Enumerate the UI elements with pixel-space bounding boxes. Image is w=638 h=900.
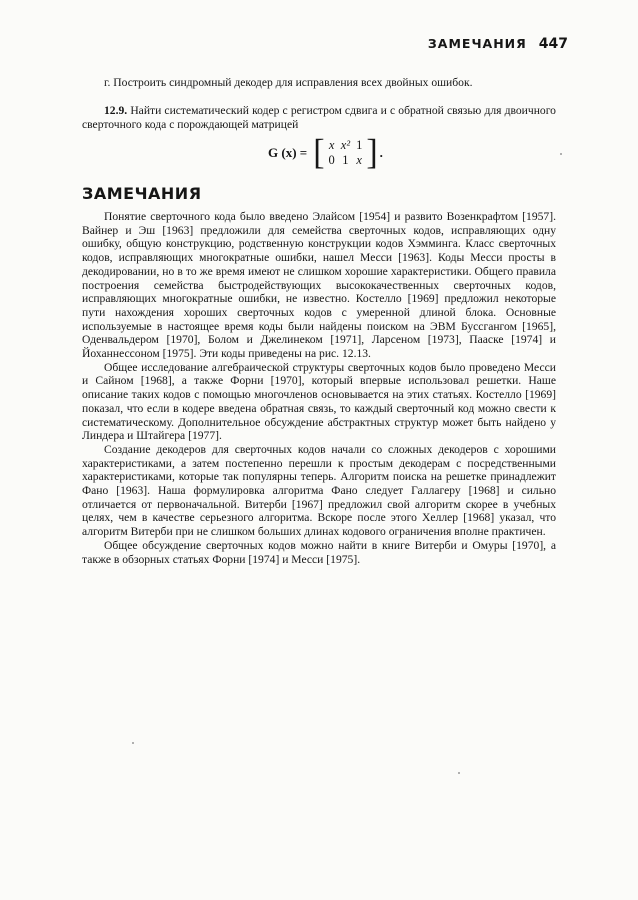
exercise-g <box>82 76 556 90</box>
right-bracket: ] <box>366 133 378 172</box>
matrix-cell: x <box>328 138 335 152</box>
matrix-cell: 1 <box>342 153 349 167</box>
matrix-cell: 0 <box>328 153 335 167</box>
matrix-row <box>326 153 366 168</box>
matrix-cell: 1 <box>356 138 363 152</box>
section-title: ЗАМЕЧАНИЯ <box>82 184 202 203</box>
exercise-12-9 <box>82 104 556 131</box>
scan-speck <box>458 772 460 774</box>
scan-speck <box>132 742 134 744</box>
running-header <box>428 36 568 52</box>
exercise-g-text: г. Построить синдромный декодер для исправления всех двойных ошибок. <box>104 76 473 89</box>
scan-speck <box>560 153 562 155</box>
generator-matrix <box>268 133 383 172</box>
matrix-lhs: G (x) = <box>268 145 308 160</box>
left-bracket: [ <box>313 133 325 172</box>
period-mark: . <box>379 145 383 160</box>
page-number: 447 <box>538 36 568 52</box>
matrix-cell: x² <box>340 138 351 152</box>
section-body <box>82 210 556 566</box>
header-title: ЗАМЕЧАНИЯ <box>427 36 527 51</box>
matrix-cell: x <box>356 153 362 167</box>
exercise-12-9-text: Найти систематический кодер с регистром сдвига и с обратной связью для двоичного сверточного кода с порождающей матрицей <box>82 104 556 131</box>
paragraph-surveys: Общее обсуждение сверточных кодов можно найти в книге Витерби и Омуры [1970], а также в обзорных статьях Форни [1974] и Месси [1975]. <box>82 538 556 566</box>
exercise-12-9-paragraph <box>82 104 556 131</box>
paragraph-decoders: Создание декодеров для сверточных кодов начали со сложных декодеров с хорошими характеристиками, а затем постепенно перешли к простым декодерам с посредственными характеристиками, которые так популярны теперь. Алгоритм поиска на решетке принадлежит Фано [1963]. Наша формулировка алгоритма Фано следует Галлагеру [1968] и сильно отличается от первоначальной. Витерби [1967] предложил свой алгоритм скорее в учебных целях, чем в качестве серьезного алгоритма. Вскоре после этого Хеллер [1968] указал, что алгоритм Витерби при не слишком больших длинах кодового ограничения вполне практичен. <box>82 442 556 539</box>
exercise-number: 12.9. <box>104 104 128 117</box>
paragraph-history: Понятие сверточного кода было введено Элайсом [1954] и развито Возенкрафтом [1957]. Вайнер и Эш [1963] предложили для семейства сверточных кодов, исправляющих одну ошибку, общую конструкцию, родственную конструкции кодов Хэмминга. Класс сверточных кодов, исправляющих многократные ошибки, нашел Месси [1963]. Коды Месси просты в декодировании, но в то же время имеют не слишком хорошие характеристики. Общего правила построения семейства быстродействующих высококачественных сверточных кодов, исправляющих многократные ошибки, не известно. Костелло [1969] предложил некоторые пути нахождения хороших сверточных кодов с умеренной длиной блока. Основные используемые в настоящее время коды были найдены поиском на ЭВМ Буссгангом [1965], Оденвальдером [1970], Болом и Джелинеком [1971], Ларсеном [1973], Пааске [1974] и Йоханнессоном [1975]. Эти коды приведены на рис. 12.13. <box>82 210 556 361</box>
paragraph-algebra: Общее исследование алгебраической структуры сверточных кодов было проведено Месси и Сайном [1968], а также Форни [1970], который впервые использовал решетки. Наше описание таких кодов с помощью многочленов основывается на этих статьях. Костелло [1969] показал, что если в кодере введена обратная связь, то каждый сверточный код можно свести к систематическому. Дополнительное обсуждение абстрактных структур может быть найдено у Линдера и Штайгера [1977]. <box>82 360 556 443</box>
matrix-row <box>326 138 366 153</box>
matrix-grid <box>326 138 366 168</box>
